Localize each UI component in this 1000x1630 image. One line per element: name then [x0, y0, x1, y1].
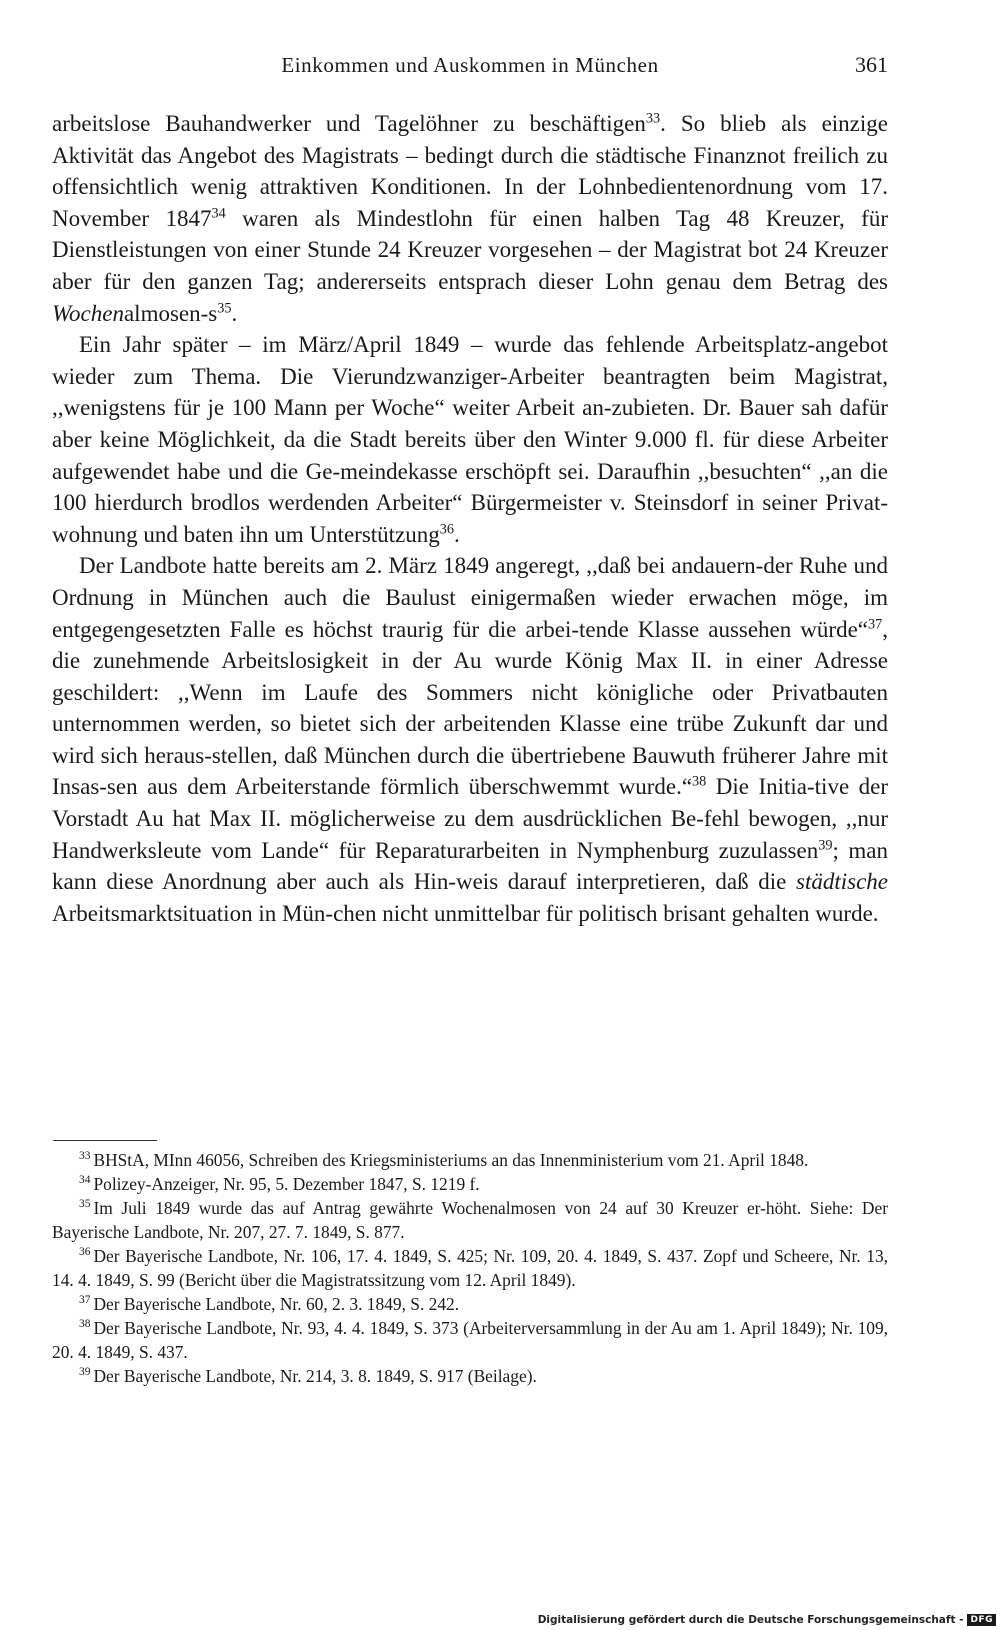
body-text [52, 108, 888, 929]
footnote-text: Polizey-Anzeiger, Nr. 95, 5. Dezember 1847, S. 1219 f. [93, 1174, 480, 1194]
text-run: , die zunehmende Arbeitslosigkeit in der Au wurde König Max II. in einer Adresse geschildert: ,,Wenn im Laufe des Sommers nicht königliche oder Privatbauten unternommen werden, so bietet sich der arbeitenden Klasse eine trübe Zukunft dar und wird sich heraus-stellen, daß München durch die übertriebene Bauwuth früherer Jahre mit Insas-sen aus dem Arbeiterstande förmlich überschwemmt wurde.“ [52, 616, 888, 800]
footnote-ref: 33 [645, 110, 661, 127]
footnote-number: 39 [79, 1366, 91, 1379]
footnote-text: Der Bayerische Landbote, Nr. 93, 4. 4. 1849, S. 373 (Arbeiterversammlung in der Au am 1. April 1849); Nr. 109, 20. 4. 1849, S. 437. [52, 1318, 888, 1362]
text-run: Arbeitsmarktsituation in Mün-chen nicht unmittelbar für politisch brisant gehalten wurde. [52, 900, 879, 926]
footnote-text: Im Juli 1849 wurde das auf Antrag gewährte Wochenalmosen von 24 auf 30 Kreuzer er-höht. Siehe: Der Bayerische Landbote, Nr. 207, 27. 7. 1849, S. 877. [52, 1198, 888, 1242]
footnote-number: 35 [79, 1198, 91, 1211]
text-run: waren als Mindestlohn für einen halben Tag 48 Kreuzer, für Dienstleistungen von einer Stunde 24 Kreuzer vorgesehen – der Magistrat bot 24 Kreuzer aber für den ganzen Tag; andererseits entsprach dieser Lohn genau dem Betrag des [52, 205, 888, 294]
footnote-text: BHStA, MInn 46056, Schreiben des Kriegsministeriums an das Innenministerium vom 21. April 1848. [93, 1150, 809, 1170]
emphasis-text: städtische [796, 869, 888, 895]
dfg-logo: DFG [967, 1614, 996, 1626]
footnote [52, 1148, 888, 1172]
footnotes [52, 1148, 888, 1388]
footnote-ref: 37 [868, 615, 883, 632]
text-run: ; man kann diese Anordnung aber auch als Hin-weis darauf interpretieren, daß die [52, 837, 888, 895]
text-run: . [454, 521, 460, 547]
digitization-credit [538, 1614, 996, 1626]
digitization-note: Digitalisierung gefördert durch die Deutsche Forschungsgemeinschaft - [537, 1614, 964, 1626]
footnote-number: 34 [79, 1174, 91, 1187]
text-run: almosen-s [123, 300, 218, 326]
running-title: Einkommen und Auskommen in München [281, 53, 659, 77]
page-header [52, 48, 888, 82]
footnote [52, 1364, 888, 1388]
footnote [52, 1196, 888, 1244]
text-run: . So blieb als einzige Aktivität das Angebot des Magistrats – bedingt durch die städtische Finanznot freilich zu offensichtlich wenig attraktiven Konditionen. In der Lohnbedientenordnung vom 17. November 1847 [52, 111, 888, 231]
footnote [52, 1292, 888, 1316]
footnote-text: Der Bayerische Landbote, Nr. 60, 2. 3. 1849, S. 242. [93, 1294, 460, 1314]
page-number: 361 [855, 52, 888, 77]
text-run: Der Landbote hatte bereits am 2. März 1849 angeregt, ,,daß bei andauern-der Ruhe und Ordnung in München auch die Baulust einigermaßen wieder erwachen möge, im entgegengesetzten Falle es höchst traurig für die arbei-tende Klasse aussehen würde“ [52, 553, 888, 642]
footnote-number: 37 [79, 1294, 91, 1307]
footnote-number: 38 [79, 1318, 91, 1331]
footnote-ref: 34 [211, 205, 226, 222]
footnote-ref: 38 [692, 773, 707, 790]
footnote-ref: 35 [217, 299, 232, 316]
paragraph [52, 329, 888, 550]
footnote [52, 1316, 888, 1364]
paragraph [52, 108, 888, 329]
text-run: arbeitslose Bauhandwerker und Tagelöhner zu beschäftigen [52, 111, 646, 136]
text-run: Die Initia-tive der Vorstadt Au hat Max II. möglicherweise zu dem ausdrücklichen Be-fehl bewogen, ,,nur Handwerksleute vom Lande“ für Reparaturarbeiten in Nymphenburg zuzulassen [52, 774, 889, 863]
footnote [52, 1244, 888, 1292]
footnote-text: Der Bayerische Landbote, Nr. 214, 3. 8. 1849, S. 917 (Beilage). [93, 1366, 537, 1386]
footnote-text: Der Bayerische Landbote, Nr. 106, 17. 4. 1849, S. 425; Nr. 109, 20. 4. 1849, S. 437. Zopf und Scheere, Nr. 13, 14. 4. 1849, S. 99 (Bericht über die Magistratssitzung vom 12. April 1849). [52, 1246, 888, 1290]
footnote-ref: 36 [439, 521, 455, 538]
paragraph [52, 550, 888, 929]
emphasis-text: Wochen [52, 300, 124, 326]
footnote [52, 1172, 888, 1196]
text-run: . [231, 300, 238, 326]
footnote-number: 33 [79, 1150, 91, 1163]
footnote-number: 36 [79, 1246, 91, 1259]
text-run: Ein Jahr später – im März/April 1849 – wurde das fehlende Arbeitsplatz-angebot wieder zum Thema. Die Vierundzwanziger-Arbeiter beantragten beim Magistrat, ,,wenigstens für je 100 Mann per Woche“ weiter Arbeit an-zubieten. Dr. Bauer sah dafür aber keine Möglichkeit, da die Stadt bereits über den Winter 9.000 fl. für diese Arbeiter aufgewendet habe und die Ge-meindekasse erschöpft sei. Daraufhin ,,besuchten“ ,,an die 100 hierdurch brodlos werdenden Arbeiter“ Bürgermeister v. Steinsdorf in seiner Privat-wohnung und baten ihn um Unterstützung [52, 332, 888, 547]
footnote-ref: 39 [818, 837, 833, 853]
footnote-separator [53, 1140, 157, 1141]
